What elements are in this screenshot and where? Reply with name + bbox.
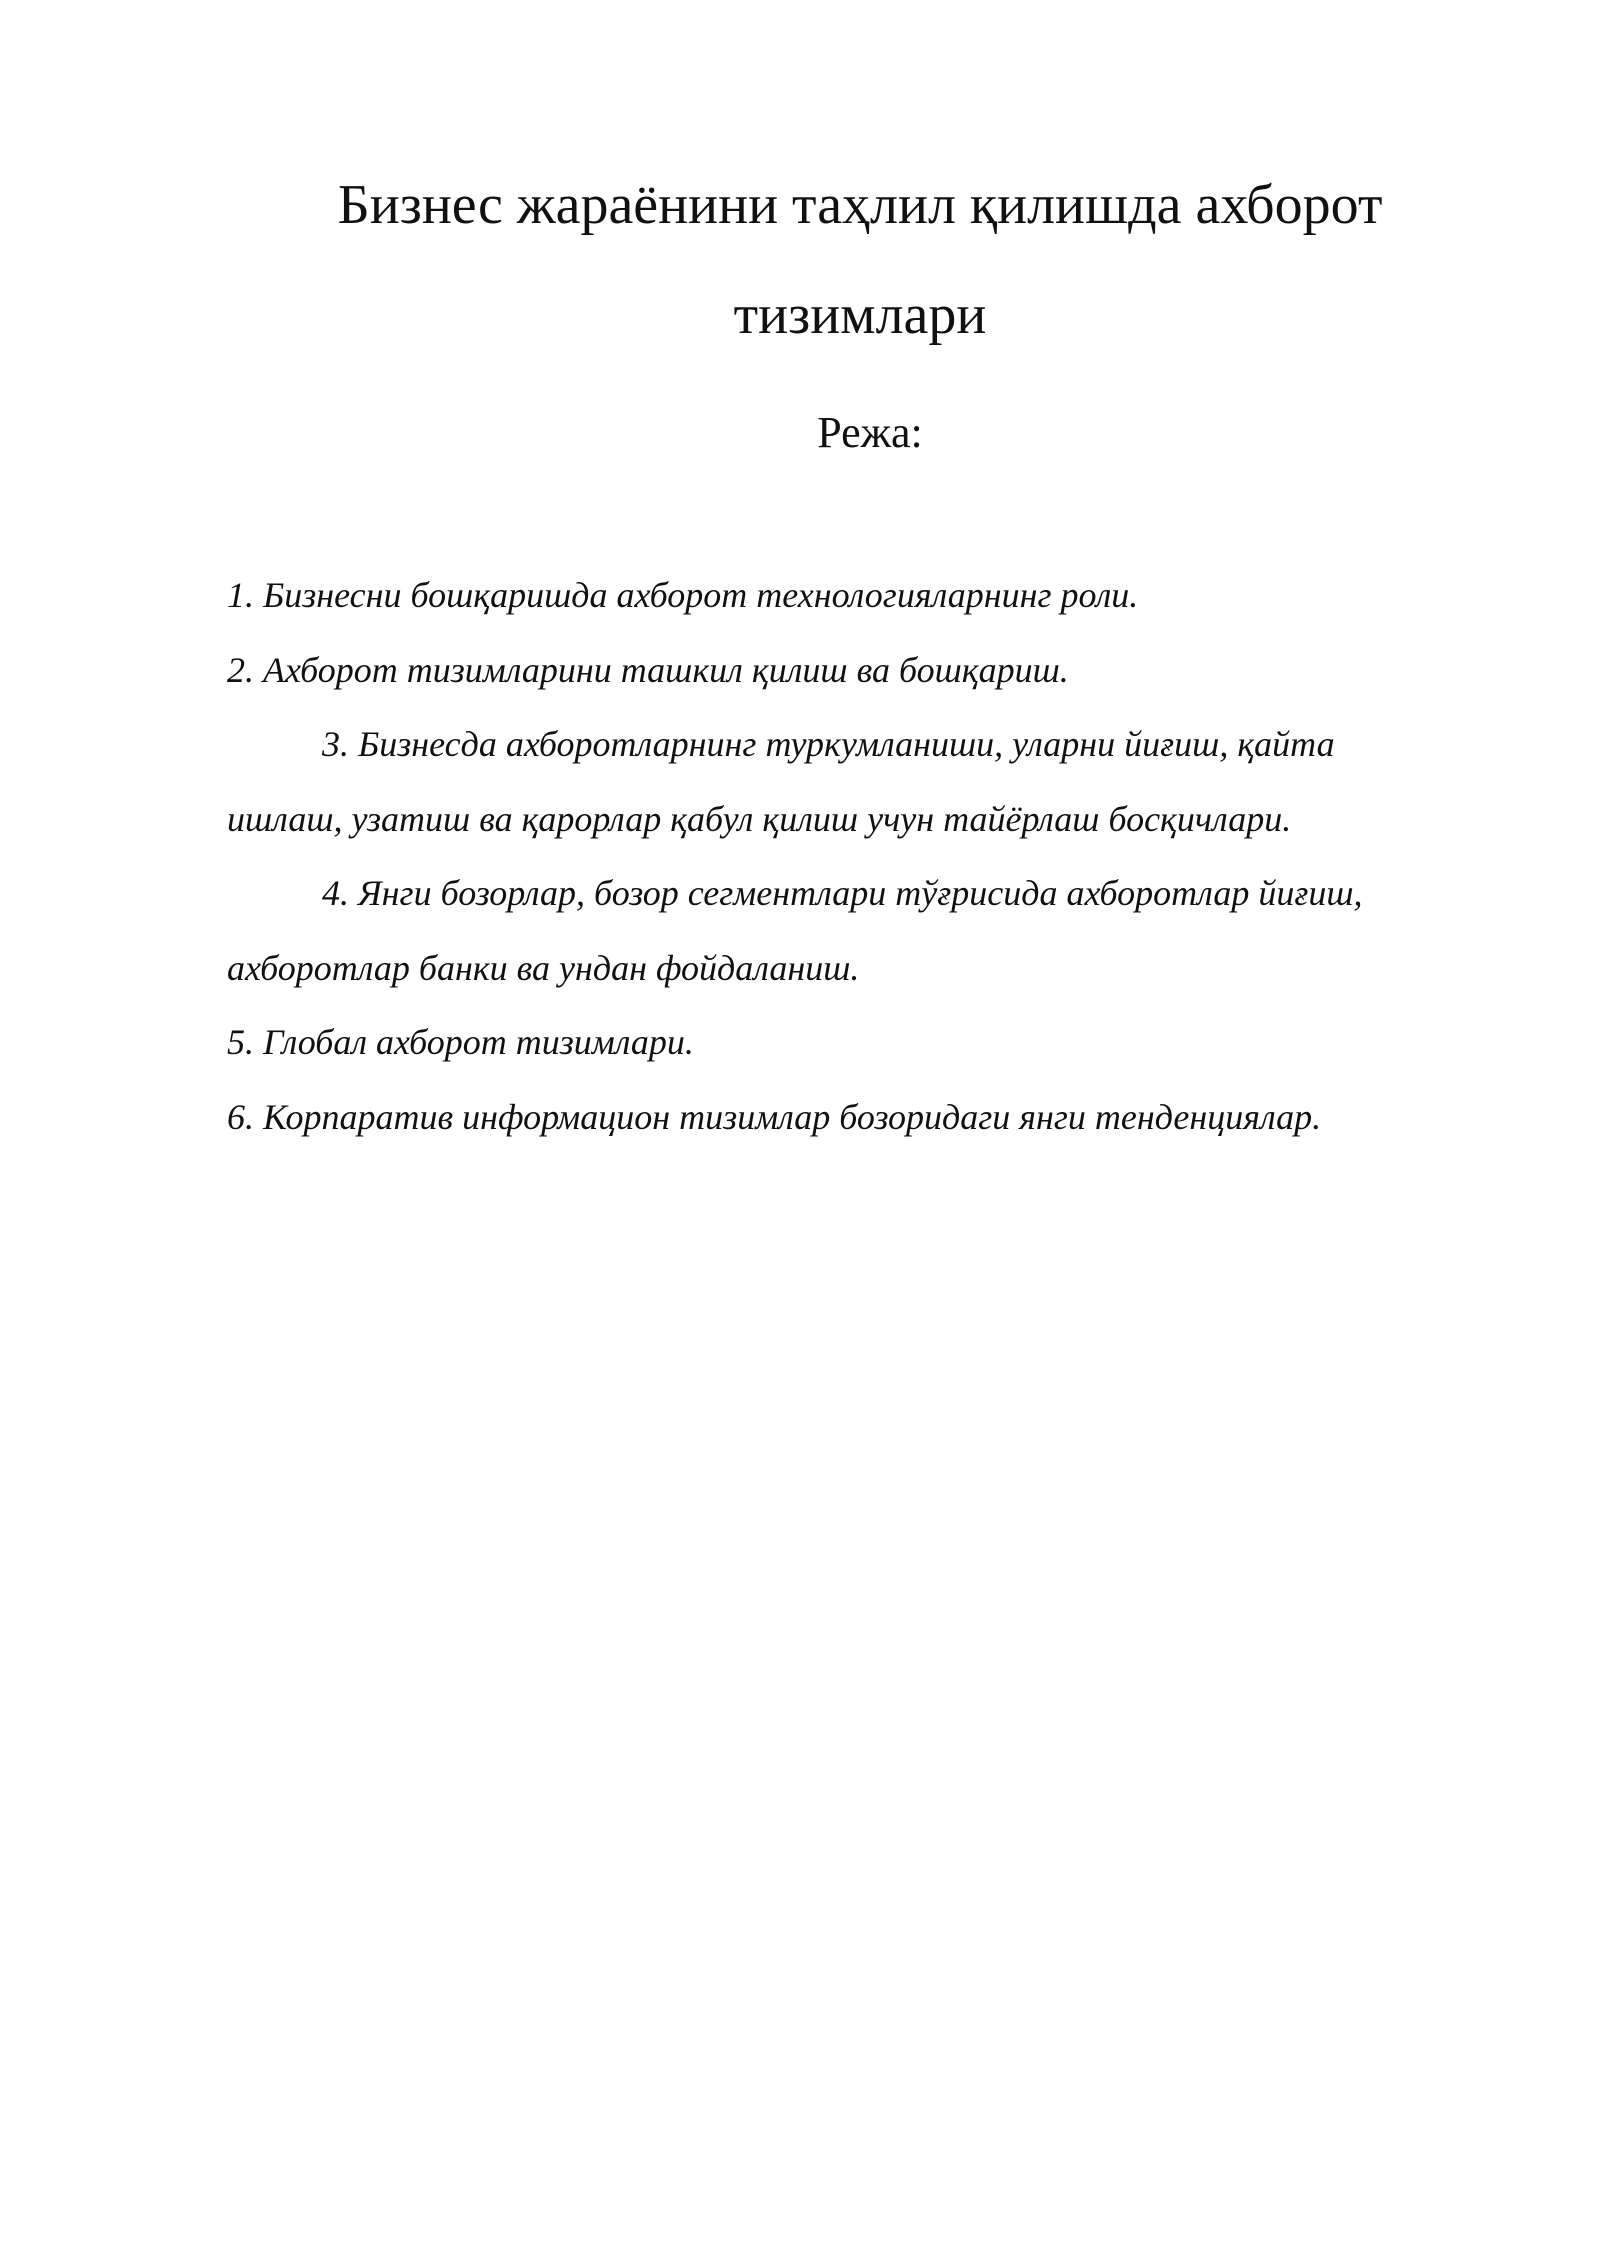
plan-item-4: 4. Янги бозорлар, бозор сегментлари тўғрисида ахборотлар йиғиш, ахборотлар банки ва ундан фойдаланиш.: [227, 873, 1363, 988]
plan-item-5: 5. Глобал ахборот тизимлари.: [227, 1022, 694, 1062]
plan-heading: Режа:: [817, 408, 923, 457]
document-title: Бизнес жараёнини таҳлил қилишда ахборот тизимлари: [337, 174, 1383, 346]
plan-item-1: 1. Бизнесни бошқаришда ахборот технологияларнинг роли.: [227, 575, 1139, 615]
plan-list: [227, 558, 1447, 1154]
plan-item-3: 3. Бизнесда ахборотларнинг туркумланиши, уларни йиғиш, қайта ишлаш, узатиш ва қарорлар қабул қилиш учун тайёрлаш босқичлари.: [227, 724, 1335, 839]
plan-item-6: 6. Корпаратив информацион тизимлар бозоридаги янги тенденциялар.: [227, 1096, 1322, 1137]
plan-item-2: 2. Ахборот тизимларини ташкил қилиш ва бошқариш.: [227, 649, 1069, 690]
